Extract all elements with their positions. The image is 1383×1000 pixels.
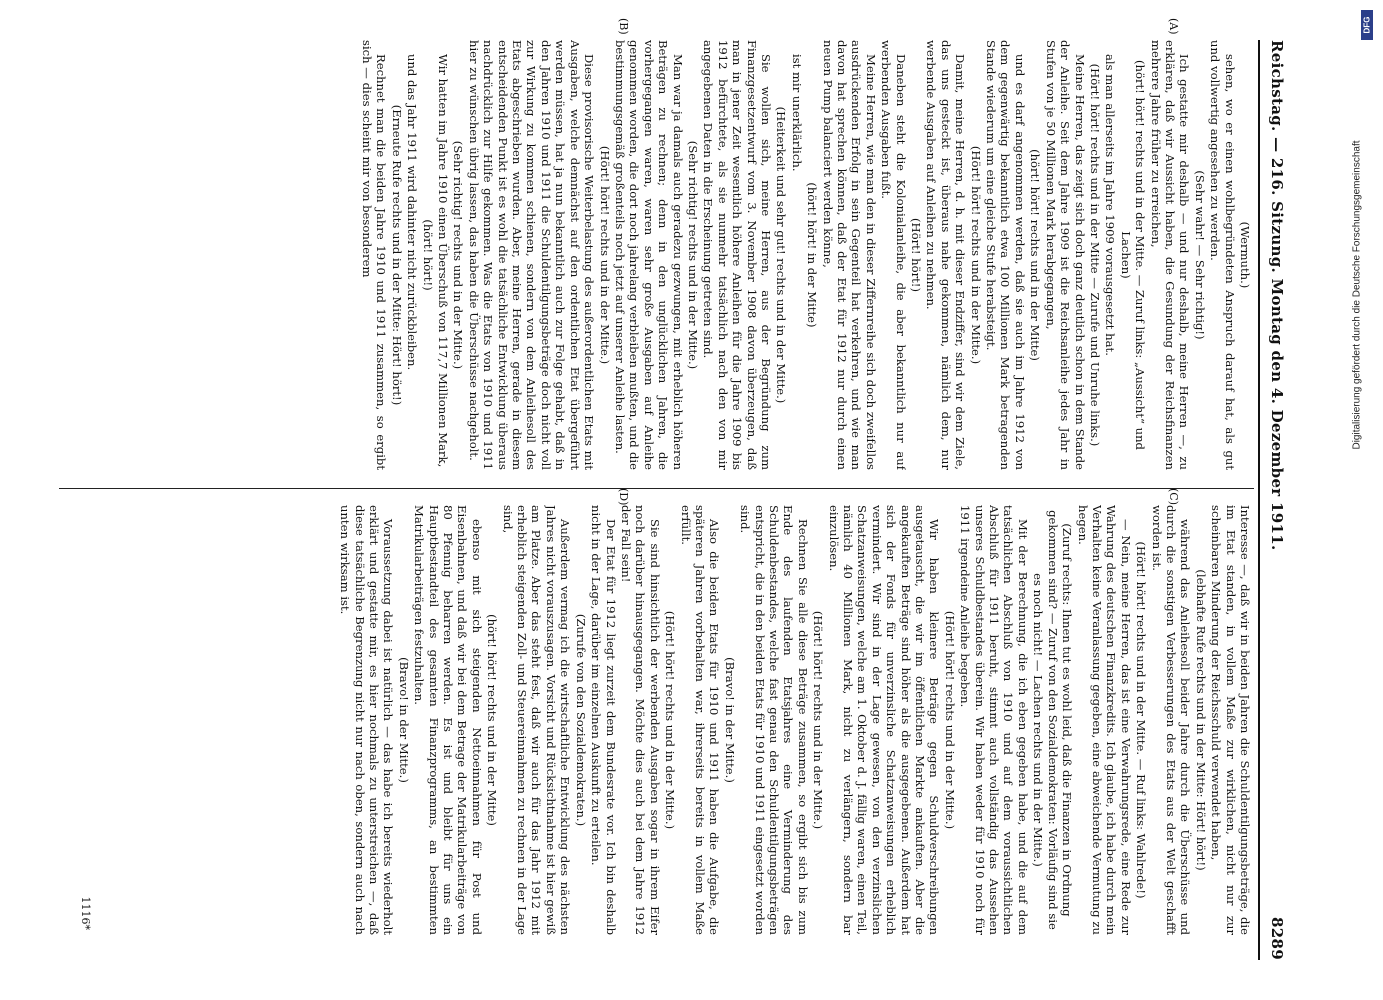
paragraph: (Sehr wahr! — Sehr richtig!) bbox=[1192, 170, 1207, 340]
paragraph: — Nein, meine Herren, das ist eine Verwahrungsrede, eine Rede zur Wahrung des deutschen Finanzkredits. Ich glaube, ich habe durch mein Verhalten keine Veranlassung gegeben, eine abweichende Vermutung zu hegen. bbox=[1075, 505, 1133, 935]
paragraph: Damit, meine Herren, d. h. mit dieser Endziffer, sind wir dem Ziele, das uns gesteckt ist, überaus nahe gekommen, nämlich dem, nur werbende Ausgaben auf Anleihen zu nehmen. bbox=[924, 40, 968, 470]
paragraph: und das Jahr 1911 wird dahinter nicht zurückbleiben. bbox=[405, 54, 420, 371]
margin-marker-a: (A) bbox=[1167, 18, 1180, 35]
left-column bbox=[62, 40, 1252, 470]
footer-signature: 1116* bbox=[79, 896, 92, 930]
page-number: 8289 bbox=[1268, 917, 1286, 960]
margin-marker-d: (D) bbox=[617, 488, 630, 506]
paragraph: Daneben steht die Kolonialanleihe, die aber bekanntlich nur auf werbenden Ausgaben fußt. bbox=[879, 40, 908, 470]
paragraph: (Hört! hört! rechts und in der Mitte.) bbox=[942, 610, 957, 830]
paragraph: (Heiterkeit und sehr gut! rechts und in der Mitte.) bbox=[774, 106, 789, 404]
paragraph: (Zuruf rechts: Ihnen tut es wohl leid, daß die Finanzen in Ordnung gekommen sind? — Zuruf von den Sozialdemokraten: Vorläufig sind sie es noch nicht! — Lachen rechts und in der Mitte.) bbox=[1031, 510, 1075, 930]
paragraph: (hört! hört! rechts und in der Mitte) bbox=[485, 614, 500, 826]
column-divider bbox=[59, 488, 1254, 489]
paragraph: (hört! hört! rechts und in der Mitte) bbox=[1028, 149, 1043, 361]
paragraph: Meine Herren, das zeigt sich doch ganz deutlich schon in dem Stande der Anleihe. Seit dem Jahre 1909 ist die Reichsanleihe jedes Jahr in Stufen von je 50 Millionen Mark herabgegangen, bbox=[1043, 40, 1087, 470]
paragraph: als man allerseits im Jahre 1909 vorausgesetzt hat. bbox=[1103, 54, 1118, 356]
dfg-logo: DFG bbox=[1361, 10, 1373, 40]
paragraph: (hört! hört!) bbox=[420, 219, 435, 291]
paragraph: sehen, wo er einen wohlbegründeten Anspruch darauf hat, als gut und vollwertig angesehen zu werden. bbox=[1208, 40, 1237, 470]
paragraph: ist mir unerklärlich. bbox=[789, 54, 804, 172]
paragraph: Wir haben kleinere Beträge gegen Schuldverschreibungen ausgetauscht, die wir im öffentlichen Markte ankauften. Aber die angekauften Beträge sind höher als die ausgegebenen. Außerdem hat sich der Fonds für unverzinsliche Schatzanweisungen erheblich vermindert. Wir sind in der Lage gewesen, von den verzinslichen Schatzanweisungen, welche am 1. Oktober d. J. fällig waren, einen Teil, nämlich 40 Millionen Mark, nicht zu verlängern, sondern bar einzulösen. bbox=[826, 505, 942, 935]
paragraph: Rechnen Sie alle diese Beträge zusammen, so ergibt sich bis zum Ende des laufenden Etatsjahres eine Verminderung des Schuldenbestandes, welche fast genau den Schuldentilgungsbeträgen entspricht, die in den beiden Etats für 1910 und 1911 eingesetzt worden sind. bbox=[738, 505, 810, 935]
paragraph: Voraussetzung dabei ist natürlich — das habe ich bereits wiederholt erklärt und gestatte mir, es hier nochmals zu unterstreichen —, daß diese tatsächliche Begrenzung nicht nur nach oben, sondern auch nach unten wirksam ist. bbox=[338, 505, 396, 935]
paragraph: (hört! hört! rechts und in der Mitte. — Zuruf links: „Aussicht“ und Lachen) bbox=[1118, 60, 1148, 450]
paragraph: (lebhafte Rufe rechts und in der Mitte: Hört! hört!) bbox=[1193, 569, 1208, 871]
paragraph: (Zurufe von den Sozialdemokraten.) bbox=[573, 613, 588, 827]
paragraph: (Hört! hört! rechts und in der Mitte.) bbox=[663, 610, 678, 830]
paragraph: (Hört! hört! rechts und in der Mitte. — Ruf links: Wahlrede!) bbox=[1134, 541, 1149, 899]
paragraph: während das Anleihesoll beider Jahre durch die Überschüsse und durch die sonstigen Verbesserungen des Etats aus der Welt geschafft worden ist. bbox=[1149, 505, 1193, 935]
paragraph: (Hört! hört!) bbox=[909, 218, 924, 292]
paragraph: (hört! hört! in der Mitte) bbox=[805, 182, 820, 328]
paragraph: Außerdem vermag ich die wirtschaftliche Entwicklung des nächsten Jahres nicht vorauszusagen. Vorsicht und Rücksichtnahme ist hier gewiß am Platze. Aber das steht fest, daß wir auch für das Jahr 1912 mit erheblich steigenden Zoll- und Steuereinnahmen zu rechnen in der Lage sind, bbox=[500, 505, 573, 935]
paragraph: (Erneute Rufe rechts und in der Mitte: Hört! hört!) bbox=[389, 104, 404, 406]
paragraph: (Hört! hört! rechts und in der Mitte.) bbox=[597, 145, 612, 365]
paragraph: (Hört! hört! rechts und in der Mitte.) bbox=[811, 610, 826, 830]
scanned-page bbox=[50, 18, 1290, 960]
page-header bbox=[1262, 40, 1286, 960]
paragraph: ebenso mit sich steigenden Nettoeinnahmen für Post und Eisenbahnen, und daß wir bei dem Betrage der Matrikularbeiträge von 80 Pfennig beharren werden. Es ist und bleibt für uns ein Hauptbestandteil des gesamten Finanzprogramms, an bestimmten Matrikularbeiträgen festzuhalten. bbox=[412, 505, 484, 935]
paragraph: Sie wollen sich, meine Herren, aus der Begründung zum Finanzgesetzentwurf vom 3. November 1908 davon überzeugen, daß man in jener Zeit wesentlich höhere Anleihen für die Jahre 1909 bis 1912 befürchtete, als sie nunmehr tatsächlich nach den von mir angegebenen Daten in die Erscheinung getreten sind. bbox=[701, 40, 773, 470]
header-divider bbox=[1258, 40, 1260, 960]
running-header-title: Reichstag. — 216. Sitzung. Montag den 4. Dezember 1911. bbox=[1268, 40, 1286, 551]
margin-marker-c: (C) bbox=[1167, 488, 1180, 505]
paragraph: (Bravo! in der Mitte.) bbox=[722, 657, 737, 783]
paragraph: Interesse —, daß wir in beiden Jahren die Schuldentilgungsbeträge, die im Etat standen, in vollem Maße zur wirklichen, nicht nur zur scheinbaren Minderung der Reichsschuld verwendet haben, bbox=[1209, 505, 1252, 935]
paragraph: Meine Herren, wie man den in dieser Ziffernreihe sich doch zweifellos ausdrückenden Erfolg in sein Gegenteil hat verkehren, und wie man davon hat sprechen können, daß der Etat für 1912 nur durch einen neuen Pump balanciert werden könne, bbox=[820, 40, 878, 470]
right-column bbox=[62, 505, 1252, 935]
paragraph: (Sehr richtig! rechts und in der Mitte.) bbox=[451, 140, 466, 370]
paragraph: (Wermuth.) bbox=[1238, 221, 1252, 289]
paragraph: Diese provisorische Weiterbelastung des außerordentlichen Etats mit Ausgaben, welche demnächst auf den ordentlichen Etat übergeführt werden müssen, hat ja nun bekanntlich auch zur Folge gehabt, daß in den Jahren 1910 und 1911 die Schuldentilgungsbeträge doch nicht voll zur Wirkung zu kommen schienen, sondern von dem Anleihesoll des Etats abgeschrieben wurden. Aber, meine Herren, gerade in diesem entscheidenden Punkt ist es wohl die tatsächliche Entwicklung überaus nachdrücklich zur Hilfe gekommen. Was die Etats von 1910 und 1911 hier zu wünschen übrig lassen, das haben die Überschüsse nachgeholt. bbox=[466, 40, 597, 470]
paragraph: (Hört! hört! rechts und in der Mitte.) bbox=[968, 145, 983, 365]
paragraph: Wir hatten im Jahre 1910 einen Überschuß von 117,7 Millionen Mark, bbox=[436, 54, 451, 468]
paragraph: Rechnet man die beiden Jahre 1910 und 1911 zusammen, so ergibt sich — dies scheint mir von besonderem bbox=[360, 40, 389, 470]
paragraph: Mit der Berechnung, die ich eben gegeben habe, und die auf dem tatsächlichen Abschluß von 1910 und auf dem voraussichtlichen Abschluß für 1911 beruht, stimmt auch vollständig das Aussehen unseres Schuldbestandes überein. Wir haben weder für 1910 noch für 1911 irgendeine Anleihe begeben. bbox=[958, 505, 1030, 935]
paragraph: (Sehr richtig! rechts und in der Mitte.) bbox=[685, 140, 700, 370]
paragraph: Ich gestatte mir deshalb — und nur deshalb, meine Herren —, zu erklären, daß wir Aussicht haben, die Gesundung der Reichsfinanzen mehrere Jahre früher zu erreichen, bbox=[1148, 40, 1192, 470]
paragraph: Sie sind hinsichtlich der werbenden Ausgaben sogar in ihrem Eifer noch darüber hinausgegangen. Möchte dies auch bei dem Jahre 1912 der Fall sein! bbox=[618, 505, 662, 935]
paragraph: und es darf angenommen werden, daß sie auch im Jahre 1912 von dem gegenwärtig bekanntlich etwa 100 Millionen Mark betragenden Stande wiederum um eine gleiche Stufe herabsteigt. bbox=[984, 40, 1027, 470]
paragraph: Der Etat für 1912 liegt zurzeit dem Bundesrate vor. Ich bin deshalb nicht in der Lage, darüber im einzelnen Auskunft zu erteilen. bbox=[589, 505, 618, 935]
paragraph: (Bravo! in der Mitte.) bbox=[396, 657, 411, 783]
paragraph: Also die beiden Etats für 1910 und 1911 haben die Aufgabe, die späteren Jahren vorbehalten war, ihrerseits bereits in vollem Maße erfüllt. bbox=[678, 505, 722, 935]
paragraph: (Hört! hört! rechts und in der Mitte — Zurufe und Unruhe links.) bbox=[1087, 63, 1102, 447]
digitization-credit: Digitalisierung gefördert durch die Deutsche Forschungsgemeinschaft bbox=[1351, 140, 1363, 450]
margin-marker-b: (B) bbox=[617, 18, 630, 35]
paragraph: Man war ja damals auch geradezu gezwungen, mit erheblich höheren Beträgen zu rechnen; denn in den unglücklichen Jahren, die vorhergegangen waren, waren sehr große Ausgaben auf Anleihe genommen worden, die dort noch jahrelang verbleiben mußten, und die bestimmungsgemäß großenteils noch jetzt auf unserer Anleihe lasten. bbox=[612, 40, 685, 470]
